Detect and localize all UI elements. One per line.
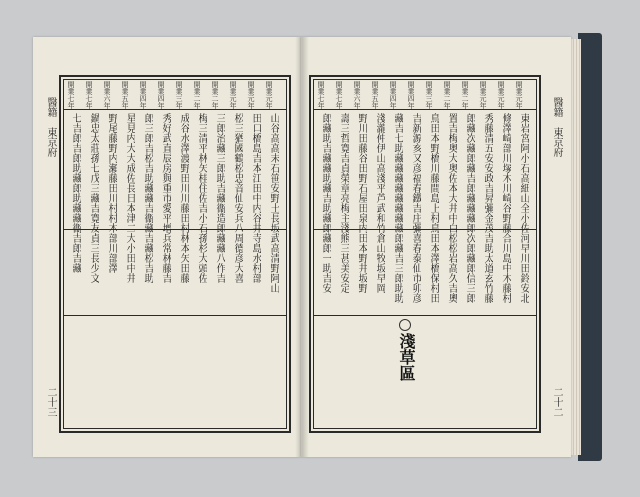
left-col-top: 開業二年: [211, 81, 219, 109]
left-name-column: 星見内大大成佐長日本津二大小田中井: [124, 113, 135, 283]
right-name-column: 淺瀧仲伊山高淺平芦武和竹倉山牧坂早岡: [374, 113, 385, 293]
right-header-sub: 東京府: [551, 127, 562, 157]
right-page: [301, 37, 571, 457]
right-name-column: 秀藤清五安安政吉昇彌金茂吉助太道玄竹藤: [482, 113, 493, 303]
left-page-number: 二十三: [45, 387, 56, 417]
right-col-top: 開業五年: [371, 81, 379, 109]
right-name-column: 郎藏助吉藏藏助藏吉助藏郎藏郎一助吉安: [320, 113, 331, 293]
left-col-top: 開業四年: [139, 81, 147, 109]
right-name-column: 壽三哲寛吉貞榮章亮梅主淺熊三甚美安定: [338, 113, 349, 293]
left-name-column: 秀好武直辰房與重市愛平增兵常林藤吉: [160, 113, 171, 283]
right-col-top: 開業七年: [317, 81, 325, 109]
left-name-column: 七吉郎吉郎助藏郎助藏藏衞吉郎吉藏: [70, 113, 81, 273]
left-col-top: 開業四年: [157, 81, 165, 109]
left-col-top: 開業元年: [247, 81, 255, 109]
ward-marker-circle: [399, 319, 411, 331]
left-register-frame: [59, 75, 291, 433]
right-col-top: 開業六年: [353, 81, 361, 109]
left-col-top: 開業二年: [193, 81, 201, 109]
right-name-column: 置吉梅奥大奥佐本大井中白松松岩高久吉奧: [446, 113, 457, 303]
right-name-column: 郎藏次藏郎藏吉郎藏藏藏郎次郎藏郎信三郎: [464, 113, 475, 303]
left-col-top: 開業三年: [175, 81, 183, 109]
left-name-column: 三郎治藏三郎助吉藏衞造郎藏藏八作吉: [214, 113, 225, 283]
book-gutter: [295, 37, 309, 457]
left-name-column: 郎三郎吉松吉助藏藏吉衞藏吉藏松吉助: [142, 113, 153, 283]
left-col-top: 開業五年: [121, 81, 129, 109]
right-name-column: 吉新源亥又彦福春鐵吉庄彌喜春泰仙市卯彦: [410, 113, 421, 303]
left-col-top: 開業七年: [85, 81, 93, 109]
left-name-column: 田口橋島吉本江田中内谷井寺島水村部: [250, 113, 261, 283]
right-name-column: 野川田藤谷田野石屋田泉内田本野井坂野: [356, 113, 367, 293]
right-name-column: 鳥田本野橋川藤間島上村鳥田本澤橋保村田: [428, 113, 439, 303]
book-page-edges: [571, 39, 581, 455]
right-register-frame: [309, 75, 541, 433]
right-name-column: 條澤崎部川塚木川崎谷野藤合川島中木藤村: [500, 113, 511, 303]
right-col-top: 開業元年: [497, 81, 505, 109]
right-col-top: 開業元年: [515, 81, 523, 109]
right-col-top: 開業七年: [335, 81, 343, 109]
left-name-column: 野尾藤野内瀬藤田川村村木部川部澤: [106, 113, 117, 273]
left-page: [33, 37, 301, 457]
right-col-top: 開業二年: [461, 81, 469, 109]
left-col-top: 開業元年: [265, 81, 273, 109]
left-name-column: 鍋忠太莊孫七戊三藏吉寛友貞三長少文: [88, 113, 99, 283]
right-col-top: 開業元年: [479, 81, 487, 109]
right-name-column: 藏吉七助藏藏藏藏藏藏藏藏郎藏吉三郎助助: [392, 113, 403, 303]
ward-name: 淺草區: [397, 333, 416, 381]
left-name-column: 梅三清平林矢桂住佐吉小石孫杉大頭佐: [196, 113, 207, 283]
right-page-number: 二十二: [551, 387, 562, 417]
right-col-top: 開業三年: [425, 81, 433, 109]
right-name-column: 東岩宮阿小石高細山全小佐河早川田鈴安北: [518, 113, 529, 303]
left-name-column: 成谷水澤渡野田川川藤田村林本矢田藤: [178, 113, 189, 283]
left-header-title: 醫籍: [45, 97, 56, 117]
right-header-title: 醫籍: [551, 97, 562, 117]
right-col-top: 開業四年: [407, 81, 415, 109]
left-name-column: 山谷高高末石笹安野土長坂武高清野阿山: [268, 113, 279, 293]
left-col-top: 開業六年: [103, 81, 111, 109]
left-col-top: 開業七年: [67, 81, 75, 109]
left-col-top: 開業元年: [229, 81, 237, 109]
right-col-top: 開業四年: [389, 81, 397, 109]
book-cover-edge: [578, 33, 602, 461]
right-col-top: 開業二年: [443, 81, 451, 109]
left-name-column: 松三猶國鶴松忠音仙安兵八周德彦大喜: [232, 113, 243, 283]
open-book: [33, 33, 603, 461]
left-header-sub: 東京府: [45, 127, 56, 157]
